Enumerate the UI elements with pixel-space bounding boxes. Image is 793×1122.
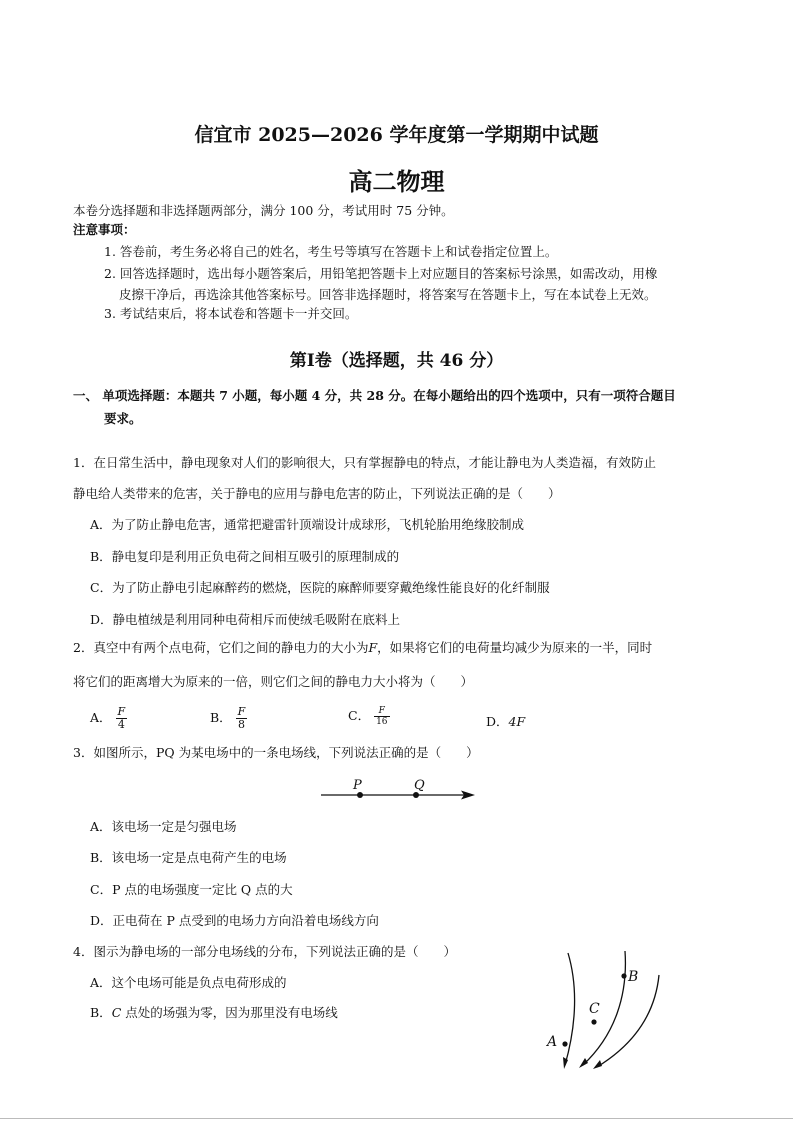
q2-stem-part2: ，如果将它们的电荷量均减少为原来的一半，同时 <box>377 640 653 655</box>
q2-option-b <box>210 706 247 731</box>
q2-option-a <box>90 706 127 731</box>
q3-option-a: A．该电场一定是匀强电场 <box>90 819 237 834</box>
q2-option-b-den: 8 <box>237 718 245 731</box>
q2-option-c-fraction <box>374 706 389 727</box>
q1-option-c: C．为了防止静电引起麻醉药的燃烧，医院的麻醉师要穿戴绝缘性能良好的化纤制服 <box>90 580 550 595</box>
q2-option-d-label: D． <box>486 714 509 729</box>
part-one-instructions-cont: 要求。 <box>104 411 142 426</box>
q4-arrowhead-right <box>593 1060 602 1069</box>
q4-option-b <box>90 1005 338 1021</box>
q2-option-c-num: F <box>374 706 389 717</box>
q2-option-a-num: F <box>117 705 126 718</box>
q3-stem: 3．如图所示，PQ 为某电场中的一条电场线，下列说法正确的是（ ） <box>73 745 479 760</box>
q2-stem-part1: 2．真空中有两个点电荷，它们之间的静电力的大小为 <box>73 640 369 655</box>
q2-option-d <box>486 714 525 730</box>
q3-option-d: D．正电荷在 P 点受到的电场力方向沿着电场线方向 <box>90 913 379 928</box>
section-title: 第Ⅰ卷（选择题，共 46 分） <box>289 351 504 371</box>
q3-label-q: Q <box>414 778 425 793</box>
note-1: 1. 答卷前，考生务必将自己的姓名，考生号等填写在答题卡上和试卷指定位置上。 <box>104 244 558 259</box>
q2-option-a-den: 4 <box>117 718 125 731</box>
notes-heading: 注意事项： <box>73 222 136 237</box>
q4-point-a <box>562 1041 567 1046</box>
q4-point-c <box>591 1019 596 1024</box>
q1-stem-line2: 静电给人类带来的危害，关于静电的应用与静电危害的防止，下列说法正确的是（ ） <box>73 486 561 501</box>
q4-option-b-point: C <box>111 1005 122 1020</box>
q4-label-a: A <box>547 1034 558 1050</box>
q4-label-b: B <box>628 969 639 985</box>
note-2-line2: 皮擦干净后，再选涂其他答案标号。回答非选择题时，将答案写在答题卡上，写在本试卷上无效。 <box>119 287 657 302</box>
q2-stem-line1 <box>73 640 652 656</box>
q2-stem-force-symbol: F <box>368 640 378 655</box>
subject-title: 高二物理 <box>348 167 445 196</box>
q2-option-c-label: C． <box>348 708 371 723</box>
exam-description: 本卷分选择题和非选择题两部分，满分 100 分，考试用时 75 分钟。 <box>73 203 454 218</box>
q4-arrowhead-middle <box>579 1058 588 1068</box>
q4-field-lines-figure <box>535 945 675 1075</box>
q2-option-a-fraction <box>116 706 128 731</box>
q2-option-d-value: 4F <box>508 714 526 729</box>
part-one-instructions: 一、 单项选择题：本题共 7 小题，每小题 4 分，共 28 分。在每小题给出的四个选项中，只有一项符合题目 <box>73 388 676 403</box>
q2-stem-line2: 将它们的距离增大为原来的一倍，则它们之间的静电力大小将为（ ） <box>73 674 474 689</box>
q1-stem-line1: 1．在日常生活中，静电现象对人们的影响很大，只有掌握静电的特点，才能让静电为人类造福，有效防止 <box>73 455 656 470</box>
q3-field-line-figure <box>315 774 480 806</box>
q3-option-b: B．该电场一定是点电荷产生的电场 <box>90 850 287 865</box>
q2-option-a-label: A． <box>90 710 112 725</box>
q2-option-b-num: F <box>237 705 246 718</box>
q4-stem: 4．图示为静电场的一部分电场线的分布，下列说法正确的是（ ） <box>73 944 456 959</box>
exam-title: 信宜市 2025—2026 学年度第一学期期中试题 <box>194 124 599 146</box>
q2-option-c <box>348 706 390 727</box>
q4-field-line-left <box>565 953 575 1065</box>
q4-option-b-label: B． <box>90 1005 112 1020</box>
note-2-line1: 2. 回答选择题时，选出每小题答案后，用铅笔把答题卡上对应题目的答案标号涂黑，如需改动，用橡 <box>104 266 658 281</box>
q4-field-line-right <box>597 975 659 1067</box>
q4-option-b-text: 点处的场强为零，因为那里没有电场线 <box>121 1005 338 1020</box>
q3-option-c: C．P 点的电场强度一定比 Q 点的大 <box>90 882 293 897</box>
q4-point-b <box>621 973 626 978</box>
q4-option-a: A．这个电场可能是负点电荷形成的 <box>90 975 287 990</box>
page-bottom-divider <box>0 1118 793 1119</box>
q2-option-b-label: B． <box>210 710 232 725</box>
q3-label-p: P <box>353 778 362 793</box>
q1-option-a: A．为了防止静电危害，通常把避雷针顶端设计成球形，飞机轮胎用绝缘胶制成 <box>90 517 525 532</box>
q1-option-b: B．静电复印是利用正负电荷之间相互吸引的原理制成的 <box>90 549 400 564</box>
q4-label-c: C <box>589 1001 600 1017</box>
q2-option-c-den: 16 <box>376 717 388 727</box>
q1-option-d: D．静电植绒是利用同种电荷相斥而使绒毛吸附在底料上 <box>90 612 401 627</box>
q2-option-b-fraction <box>236 706 248 731</box>
note-3: 3. 考试结束后，将本试卷和答题卡一并交回。 <box>104 306 358 321</box>
